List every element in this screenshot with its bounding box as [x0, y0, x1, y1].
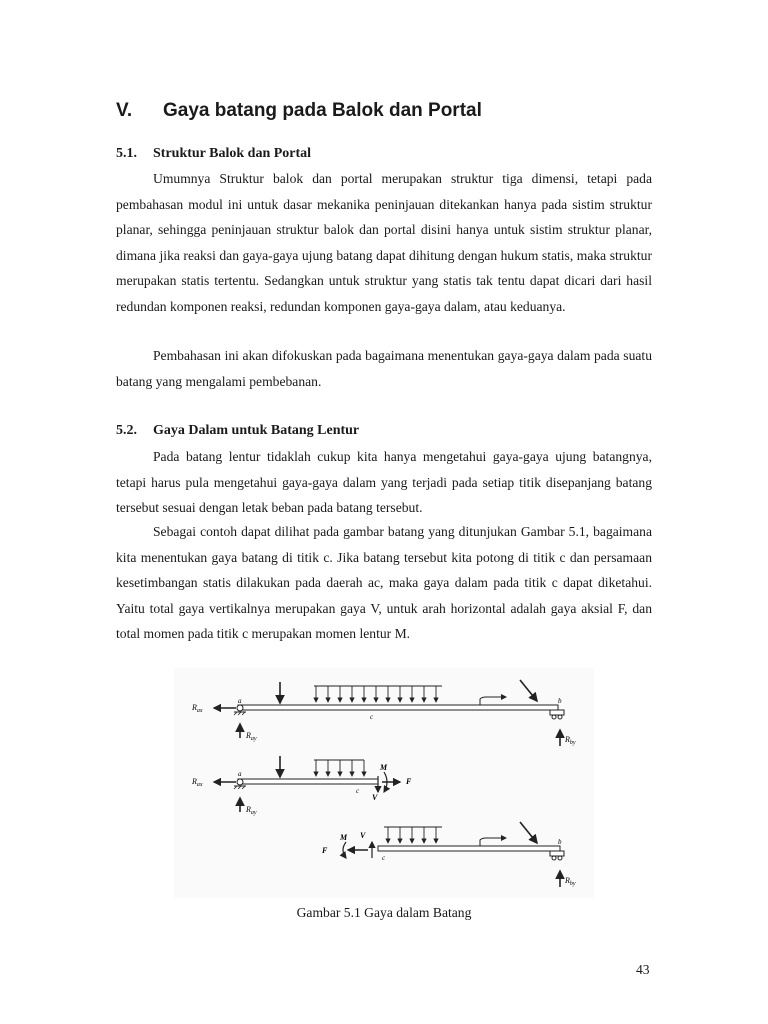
beam-diagram [174, 668, 594, 898]
point-a-label: a [238, 697, 242, 705]
shear-label: V [360, 831, 366, 840]
point-c-label: c [370, 713, 374, 721]
section-title: Gaya Dalam untuk Batang Lentur [153, 423, 360, 438]
left-segment [191, 756, 412, 816]
beam-figure [174, 668, 594, 898]
ray-label: $R_{ay}$ [246, 805, 257, 816]
page-number: 43 [636, 962, 650, 977]
section-number: 5.2. [116, 423, 137, 438]
chapter-heading [116, 100, 482, 122]
section-heading-5-1 [116, 146, 311, 162]
axial-label: F [322, 846, 328, 855]
chapter-title: Gaya batang pada Balok dan Portal [163, 100, 482, 121]
section-heading-5-2 [116, 423, 359, 439]
point-b-label: b [558, 838, 562, 846]
rby-label: $R_{by}$ [565, 735, 576, 746]
paragraph: Pembahasan ini akan difokuskan pada bagaimana menentukan gaya-gaya dalam pada suatu batang yang mengalami pembebanan. [116, 348, 652, 389]
paragraph: Pada batang lentur tidaklah cukup kita hanya mengetahui gaya-gaya ujung batangnya, tetapi harus pula mengetahui gaya-gaya dalam yang terjadi pada setiap titik disepanjang batang tersebut sesuai dengan letak beban pada batang tersebut. [116, 449, 652, 516]
point-c-label: c [356, 787, 360, 795]
full-beam [191, 680, 576, 746]
rby-label: $R_{by}$ [565, 876, 576, 887]
ray-label: $R_{ay}$ [246, 731, 257, 742]
point-a-label: a [238, 770, 242, 778]
paragraph: Umumnya Struktur balok dan portal merupakan struktur tiga dimensi, tetapi pada pembahasan modul ini untuk dasar mekanika peninjauan ditekankan hanya pada sistim struktur planar, sehingga peninjauan struktur balok dan portal disini hanya untuk sistim struktur planar, dimana jika reaksi dan gaya-gaya ujung batang dapat dihitung dengan hukum statis, maka struktur merupakan statis tertentu. Sedangkan untuk struktur yang statis tak tentu dapat dicari dari hasil redundan komponen reaksi, redundan komponen gaya-gaya dalam, atau keduanya. [116, 171, 652, 314]
point-c-label: c [382, 854, 386, 862]
chapter-number: V. [116, 100, 133, 121]
rax-label: $R_{ax}$ [192, 777, 203, 788]
rax-label: $R_{ax}$ [192, 703, 203, 714]
section-title: Struktur Balok dan Portal [153, 146, 312, 161]
moment-label: M [380, 763, 388, 772]
shear-label: V [372, 793, 378, 802]
figure-caption: Gambar 5.1 Gaya dalam Batang [296, 905, 472, 920]
paragraph: Sebagai contoh dapat dilihat pada gambar batang yang ditunjukan Gambar 5.1, bagaimana kita menentukan gaya batang di titik c. Jika batang tersebut kita potong di titik c dan persamaan kesetimbangan statis dilakukan pada daerah ac, maka gaya dalam pada titik c dapat diketahui. Yaitu total gaya vertikalnya merupakan gaya V, untuk arah horizontal adalah gaya aksial F, dan total momen pada titik c merupakan momen lentur M. [116, 524, 652, 642]
section-number: 5.1. [116, 146, 137, 161]
axial-label: F [406, 777, 412, 786]
right-segment [321, 822, 576, 887]
point-b-label: b [558, 697, 562, 705]
moment-label: M [340, 833, 348, 842]
